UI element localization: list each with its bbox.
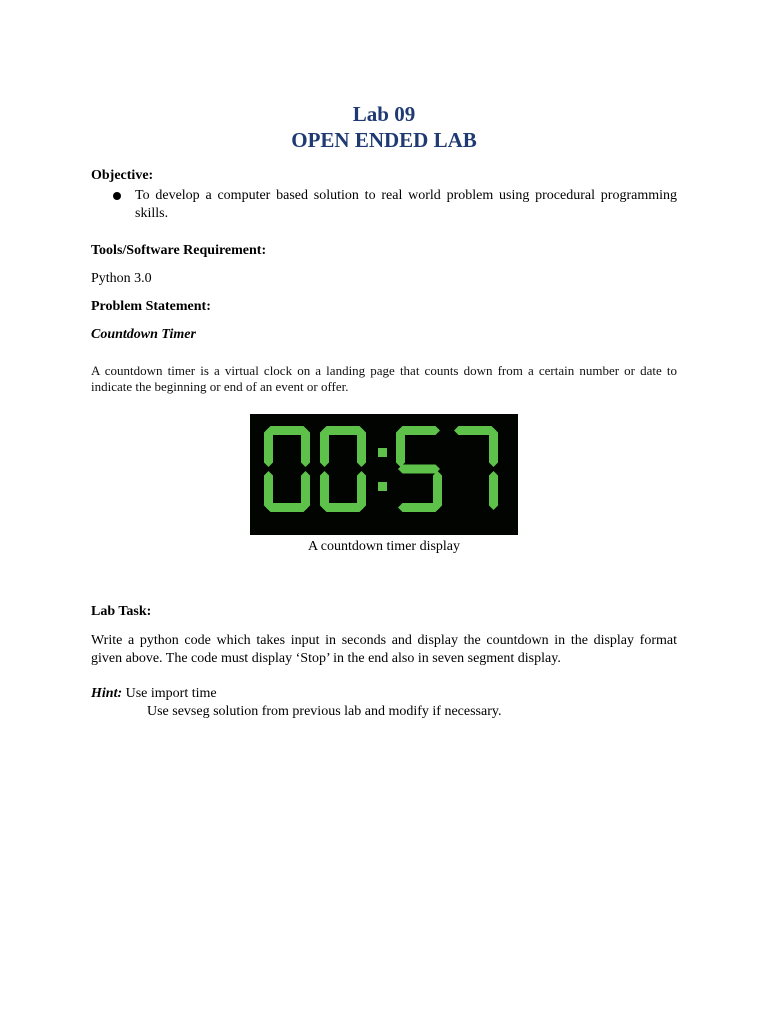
digit-2-segment-f xyxy=(396,428,405,467)
lab-task-text: Write a python code which takes input in seconds and display the countdown in the display format given above. The code must display ‘Stop’ in the end also in seven segment display. xyxy=(91,633,677,666)
tools-heading: Tools/Software Requirement: xyxy=(91,243,267,258)
digit-2-segment-d xyxy=(398,503,440,512)
lab-number: Lab 09 xyxy=(352,102,416,126)
lab-task-heading: Lab Task: xyxy=(91,604,152,619)
problem-subheading: Countdown Timer xyxy=(91,327,196,342)
lab-title: OPEN ENDED LAB xyxy=(291,128,477,152)
countdown-timer-image xyxy=(250,414,518,535)
objective-bullet-text: To develop a computer based solution to real world problem using procedural programming skills. xyxy=(135,188,677,221)
colon-dot-top xyxy=(378,448,387,457)
digit-1-segment-b xyxy=(357,428,366,467)
objective-heading: Objective: xyxy=(91,168,154,183)
problem-description: A countdown timer is a virtual clock on a landing page that counts down from a certain number or date to indicate the beginning or end of an event or offer. xyxy=(91,363,677,394)
tools-value: Python 3.0 xyxy=(91,271,152,286)
digit-3-segment-c xyxy=(489,471,498,510)
figure-caption: A countdown timer display xyxy=(307,539,461,554)
seven-segment-display xyxy=(250,414,518,535)
digit-0-segment-b xyxy=(301,428,310,467)
digit-1-segment-e xyxy=(320,471,329,510)
digit-2-segment-g xyxy=(398,465,440,474)
hint-text-2: Use sevseg solution from previous lab and modify if necessary. xyxy=(147,704,502,719)
bullet-icon xyxy=(113,192,121,200)
digit-1-segment-f xyxy=(320,428,329,467)
problem-heading: Problem Statement: xyxy=(91,299,211,314)
objective-bullet xyxy=(113,187,677,223)
hint-line xyxy=(91,686,217,702)
digit-0-segment-f xyxy=(264,428,273,467)
colon-dot-bottom xyxy=(378,482,387,491)
digit-3-segment-b xyxy=(489,428,498,467)
digit-0-segment-e xyxy=(264,471,273,510)
hint-label: Hint: xyxy=(91,686,123,701)
hint-text-1: Use import time xyxy=(125,686,217,701)
